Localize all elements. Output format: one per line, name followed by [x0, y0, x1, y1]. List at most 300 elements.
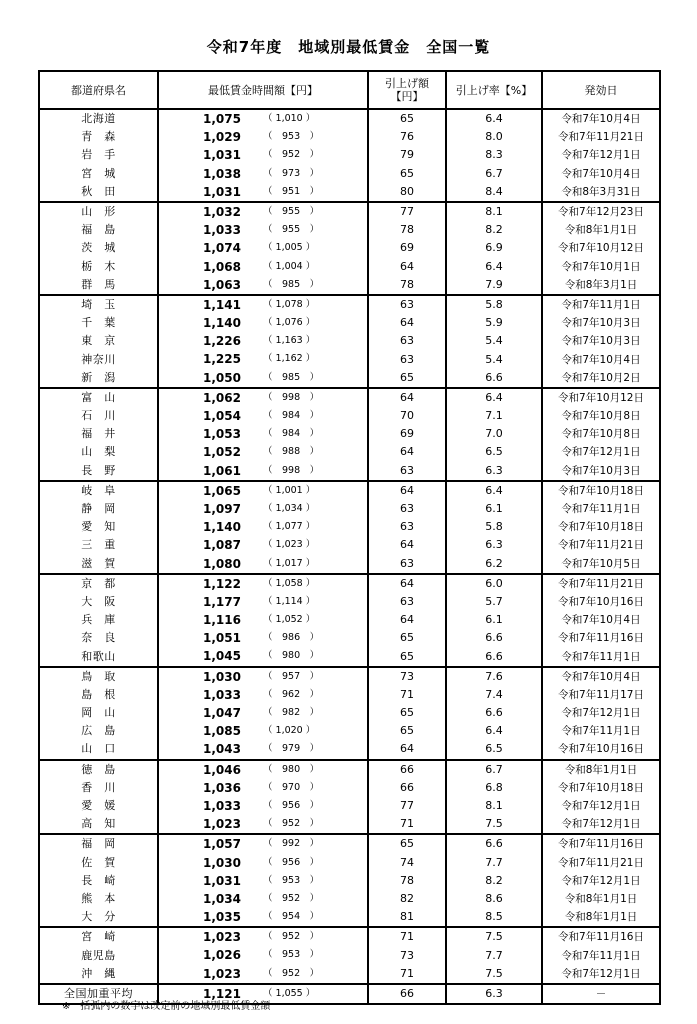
- raise-rate: 7.4: [446, 686, 542, 704]
- effective-date: 令和8年1月1日: [542, 908, 660, 927]
- current-wage: 1,050: [203, 370, 241, 385]
- current-wage: 1,054: [203, 409, 241, 423]
- prefecture-name: 新 潟: [39, 369, 158, 388]
- table-row: [39, 332, 660, 350]
- raise-rate: 6.4: [446, 722, 542, 740]
- prefecture-name: 岩 手: [39, 146, 158, 164]
- current-wage: 1,068: [203, 259, 241, 274]
- table-row: [39, 183, 660, 202]
- wage-cell: [158, 686, 368, 704]
- previous-wage: （ 1,010 ）: [263, 113, 316, 124]
- raise-rate: 7.5: [446, 927, 542, 946]
- effective-date: 令和8年1月1日: [542, 760, 660, 779]
- raise-amount: 73: [368, 946, 446, 964]
- current-wage: 1,023: [203, 930, 241, 945]
- header-prefecture: 都道府県名: [39, 71, 158, 109]
- effective-date: 令和7年10月18日: [542, 518, 660, 536]
- raise-amount: 64: [368, 443, 446, 461]
- wage-cell: [158, 518, 368, 536]
- previous-wage: （ 1,058 ）: [263, 577, 316, 589]
- prefecture-name: 滋 賀: [39, 555, 158, 574]
- current-wage: 1,033: [203, 687, 241, 702]
- prefecture-name: 沖 縄: [39, 965, 158, 984]
- raise-amount: 64: [368, 611, 446, 629]
- effective-date: 令和7年10月8日: [542, 407, 660, 425]
- table-row: [39, 854, 660, 872]
- effective-date: 令和7年12月1日: [542, 146, 660, 164]
- effective-date: 令和7年10月2日: [542, 369, 660, 388]
- previous-wage: （ 953 ）: [263, 131, 320, 143]
- previous-wage: （ 1,163 ）: [263, 335, 316, 347]
- prefecture-name: 広 島: [39, 722, 158, 740]
- raise-rate: 5.4: [446, 350, 542, 368]
- table-row: [39, 704, 660, 722]
- previous-wage: （ 998 ）: [263, 391, 320, 403]
- raise-rate: 8.3: [446, 146, 542, 164]
- wage-cell: [158, 388, 368, 407]
- effective-date: 令和7年10月3日: [542, 332, 660, 350]
- raise-rate: 7.5: [446, 965, 542, 984]
- raise-amount: 63: [368, 500, 446, 518]
- raise-amount: 64: [368, 258, 446, 276]
- header-raise-rate: 引上げ率【%】: [446, 71, 542, 109]
- table-row: [39, 202, 660, 221]
- previous-wage: （ 988 ）: [263, 446, 320, 458]
- effective-date: 令和7年10月3日: [542, 462, 660, 481]
- prefecture-name: 福 井: [39, 425, 158, 443]
- current-wage: 1,033: [203, 798, 241, 813]
- wage-cell: [158, 165, 368, 183]
- table-row: [39, 890, 660, 908]
- wage-cell: [158, 332, 368, 350]
- raise-rate: 7.9: [446, 276, 542, 295]
- previous-wage: （ 980 ）: [263, 763, 320, 775]
- prefecture-name: 神奈川: [39, 350, 158, 368]
- wage-cell: [158, 815, 368, 834]
- current-wage: 1,051: [203, 631, 241, 646]
- prefecture-name: 香 川: [39, 779, 158, 797]
- effective-date: 令和7年11月1日: [542, 295, 660, 314]
- total-raise-amount: 66: [368, 984, 446, 1004]
- raise-rate: 5.7: [446, 593, 542, 611]
- header-raise-line2: 【円】: [390, 90, 424, 103]
- current-wage: 1,046: [203, 762, 241, 777]
- effective-date: 令和7年11月21日: [542, 574, 660, 593]
- raise-amount: 76: [368, 128, 446, 146]
- wage-cell: [158, 629, 368, 647]
- wage-cell: [158, 295, 368, 314]
- current-wage: 1,177: [203, 594, 241, 609]
- previous-wage: （ 984 ）: [263, 428, 320, 440]
- prefecture-name: 鹿児島: [39, 946, 158, 964]
- previous-wage: （ 953 ）: [263, 949, 320, 961]
- current-wage: 1,032: [203, 204, 241, 219]
- previous-wage: （ 1,004 ）: [263, 260, 316, 272]
- table-row: [39, 425, 660, 443]
- effective-date: 令和7年10月4日: [542, 165, 660, 183]
- previous-wage: （ 1,162 ）: [263, 353, 316, 365]
- raise-rate: 8.1: [446, 797, 542, 815]
- raise-rate: 6.6: [446, 629, 542, 647]
- wage-cell: [158, 908, 368, 927]
- prefecture-name: 埼 玉: [39, 295, 158, 314]
- table-row: [39, 555, 660, 574]
- previous-wage: （ 970 ）: [263, 781, 320, 793]
- current-wage: 1,085: [203, 724, 241, 739]
- prefecture-name: 岡 山: [39, 704, 158, 722]
- previous-wage: （ 951 ）: [263, 185, 320, 197]
- prefecture-name: 和歌山: [39, 647, 158, 666]
- wage-cell: [158, 407, 368, 425]
- raise-rate: 6.6: [446, 704, 542, 722]
- current-wage: 1,063: [203, 277, 241, 292]
- effective-date: 令和7年10月12日: [542, 388, 660, 407]
- effective-date: 令和7年12月1日: [542, 872, 660, 890]
- previous-wage: （ 1,034 ）: [263, 502, 316, 514]
- effective-date: 令和7年10月16日: [542, 740, 660, 759]
- current-wage: 1,057: [203, 837, 241, 852]
- table-row: [39, 722, 660, 740]
- table-row: [39, 872, 660, 890]
- minimum-wage-table: [38, 70, 661, 1005]
- effective-date: 令和7年12月1日: [542, 965, 660, 984]
- current-wage: 1,122: [203, 576, 241, 591]
- previous-wage: （ 982 ）: [263, 707, 320, 718]
- effective-date: 令和7年11月16日: [542, 834, 660, 853]
- table-row: [39, 815, 660, 834]
- effective-date: 令和7年10月5日: [542, 555, 660, 574]
- wage-cell: [158, 369, 368, 388]
- prefecture-name: 京 都: [39, 574, 158, 593]
- raise-rate: 6.1: [446, 611, 542, 629]
- prefecture-name: 三 重: [39, 536, 158, 554]
- raise-rate: 5.8: [446, 295, 542, 314]
- raise-rate: 6.4: [446, 258, 542, 276]
- table-row: [39, 350, 660, 368]
- effective-date: 令和7年11月1日: [542, 946, 660, 964]
- current-wage: 1,029: [203, 130, 241, 145]
- table-row: [39, 407, 660, 425]
- raise-amount: 66: [368, 760, 446, 779]
- raise-amount: 65: [368, 109, 446, 128]
- wage-cell: [158, 890, 368, 908]
- page-title: 令和7年度 地域別最低賃金 全国一覧: [206, 38, 491, 56]
- current-wage: 1,065: [203, 483, 241, 498]
- table-row: [39, 667, 660, 686]
- previous-wage: （ 1,078 ）: [263, 298, 316, 310]
- current-wage: 1,031: [203, 873, 241, 888]
- wage-cell: [158, 536, 368, 554]
- prefecture-name: 岐 阜: [39, 481, 158, 500]
- current-wage: 1,225: [203, 352, 241, 367]
- current-wage: 1,141: [203, 297, 241, 312]
- raise-amount: 78: [368, 221, 446, 239]
- wage-cell: [158, 202, 368, 221]
- table-row: [39, 629, 660, 647]
- wage-cell: [158, 722, 368, 740]
- raise-amount: 71: [368, 927, 446, 946]
- effective-date: 令和7年10月1日: [542, 258, 660, 276]
- wage-cell: [158, 500, 368, 518]
- raise-rate: 8.1: [446, 202, 542, 221]
- raise-amount: 70: [368, 407, 446, 425]
- previous-wage: （ 973 ）: [263, 167, 320, 179]
- table-header-row: [39, 71, 660, 109]
- prefecture-name: 富 山: [39, 388, 158, 407]
- effective-date: 令和7年10月12日: [542, 239, 660, 257]
- current-wage: 1,038: [203, 166, 241, 181]
- effective-date: 令和8年3月31日: [542, 183, 660, 202]
- raise-rate: 6.3: [446, 462, 542, 481]
- table-row: [39, 443, 660, 461]
- previous-wage: （ 1,005 ）: [263, 242, 316, 254]
- effective-date: 令和7年10月4日: [542, 611, 660, 629]
- table-row: [39, 314, 660, 332]
- table-row: [39, 258, 660, 276]
- wage-cell: [158, 314, 368, 332]
- header-effective-date: 発効日: [542, 71, 660, 109]
- previous-wage: （ 1,017 ）: [263, 557, 316, 569]
- raise-rate: 7.5: [446, 815, 542, 834]
- table-row: [39, 908, 660, 927]
- wage-cell: [158, 740, 368, 759]
- wage-cell: [158, 704, 368, 722]
- wage-cell: [158, 647, 368, 666]
- wage-cell: [158, 927, 368, 946]
- effective-date: 令和7年10月18日: [542, 779, 660, 797]
- previous-wage: （ 1,114 ）: [263, 595, 316, 607]
- prefecture-name: 千 葉: [39, 314, 158, 332]
- prefecture-name: 群 馬: [39, 276, 158, 295]
- table-row: [39, 779, 660, 797]
- effective-date: 令和8年1月1日: [542, 890, 660, 908]
- prefecture-name: 北海道: [39, 109, 158, 128]
- previous-wage: （ 955 ）: [263, 205, 320, 217]
- table-row: [39, 686, 660, 704]
- raise-rate: 7.6: [446, 667, 542, 686]
- prefecture-name: 大 分: [39, 908, 158, 927]
- previous-wage: （ 1,023 ）: [263, 539, 316, 551]
- current-wage: 1,062: [203, 390, 241, 405]
- raise-rate: 8.5: [446, 908, 542, 927]
- prefecture-name: 山 形: [39, 202, 158, 221]
- prefecture-name: 徳 島: [39, 760, 158, 779]
- previous-wage: （ 985 ）: [263, 371, 320, 383]
- prefecture-name: 鳥 取: [39, 667, 158, 686]
- raise-amount: 66: [368, 779, 446, 797]
- previous-wage: （ 1,052 ）: [263, 614, 316, 626]
- current-wage: 1,140: [203, 520, 241, 535]
- raise-rate: 6.9: [446, 239, 542, 257]
- effective-date: 令和7年11月21日: [542, 128, 660, 146]
- table-row: [39, 146, 660, 164]
- wage-cell: [158, 574, 368, 593]
- wage-cell: [158, 462, 368, 481]
- wage-cell: [158, 779, 368, 797]
- raise-amount: 71: [368, 965, 446, 984]
- raise-rate: 6.2: [446, 555, 542, 574]
- header-raise-amount: [368, 71, 446, 109]
- prefecture-name: 静 岡: [39, 500, 158, 518]
- current-wage: 1,087: [203, 538, 241, 553]
- raise-rate: 8.2: [446, 221, 542, 239]
- raise-rate: 7.7: [446, 854, 542, 872]
- raise-rate: 6.7: [446, 165, 542, 183]
- wage-cell: [158, 555, 368, 574]
- effective-date: 令和7年11月1日: [542, 647, 660, 666]
- prefecture-name: 長 崎: [39, 872, 158, 890]
- effective-date: 令和7年10月16日: [542, 593, 660, 611]
- current-wage: 1,053: [203, 427, 241, 442]
- current-wage: 1,023: [203, 966, 241, 981]
- raise-amount: 64: [368, 314, 446, 332]
- wage-cell: [158, 221, 368, 239]
- prefecture-name: 熊 本: [39, 890, 158, 908]
- prefecture-name: 栃 木: [39, 258, 158, 276]
- wage-cell: [158, 183, 368, 202]
- current-wage: 1,061: [203, 463, 241, 478]
- raise-amount: 64: [368, 388, 446, 407]
- raise-amount: 65: [368, 834, 446, 853]
- raise-amount: 69: [368, 425, 446, 443]
- raise-amount: 65: [368, 647, 446, 666]
- previous-wage: （ 985 ）: [263, 278, 320, 290]
- raise-amount: 82: [368, 890, 446, 908]
- effective-date: 令和7年11月1日: [542, 722, 660, 740]
- current-wage: 1,075: [203, 112, 241, 126]
- previous-wage: （ 986 ）: [263, 632, 320, 644]
- wage-cell: [158, 872, 368, 890]
- prefecture-name: 福 島: [39, 221, 158, 239]
- raise-rate: 6.4: [446, 481, 542, 500]
- table-row: [39, 295, 660, 314]
- previous-wage: （ 957 ）: [263, 670, 320, 682]
- wage-cell: [158, 239, 368, 257]
- wage-cell: [158, 109, 368, 128]
- raise-amount: 79: [368, 146, 446, 164]
- raise-amount: 73: [368, 667, 446, 686]
- previous-wage: （ 979 ）: [263, 743, 320, 755]
- previous-wage: （ 952 ）: [263, 967, 320, 979]
- raise-amount: 63: [368, 555, 446, 574]
- raise-rate: 6.6: [446, 369, 542, 388]
- raise-rate: 6.7: [446, 760, 542, 779]
- prefecture-name: 奈 良: [39, 629, 158, 647]
- raise-rate: 6.5: [446, 443, 542, 461]
- previous-wage: （ 962 ）: [263, 688, 320, 700]
- table-row: [39, 965, 660, 984]
- raise-rate: 6.0: [446, 574, 542, 593]
- effective-date: 令和7年12月23日: [542, 202, 660, 221]
- raise-amount: 78: [368, 872, 446, 890]
- table-row: [39, 760, 660, 779]
- wage-cell: [158, 946, 368, 964]
- previous-wage: （ 954 ）: [263, 911, 320, 923]
- raise-amount: 63: [368, 462, 446, 481]
- table-row: [39, 221, 660, 239]
- table-row: [39, 165, 660, 183]
- prefecture-name: 島 根: [39, 686, 158, 704]
- effective-date: 令和7年10月18日: [542, 481, 660, 500]
- effective-date: 令和7年10月8日: [542, 425, 660, 443]
- raise-amount: 64: [368, 574, 446, 593]
- wage-cell: [158, 667, 368, 686]
- current-wage: 1,036: [203, 780, 241, 795]
- raise-amount: 65: [368, 165, 446, 183]
- prefecture-name: 大 阪: [39, 593, 158, 611]
- raise-amount: 64: [368, 536, 446, 554]
- previous-wage: （ 980 ）: [263, 650, 320, 662]
- wage-cell: [158, 443, 368, 461]
- table-row: [39, 109, 660, 128]
- effective-date: 令和7年11月21日: [542, 536, 660, 554]
- raise-rate: 7.0: [446, 425, 542, 443]
- prefecture-name: 東 京: [39, 332, 158, 350]
- effective-date: 令和7年12月1日: [542, 704, 660, 722]
- previous-wage: （ 992 ）: [263, 838, 320, 850]
- effective-date: 令和7年10月4日: [542, 667, 660, 686]
- current-wage: 1,023: [203, 817, 241, 832]
- total-wage: 1,121: [203, 986, 241, 1001]
- effective-date: 令和7年12月1日: [542, 443, 660, 461]
- raise-amount: 74: [368, 854, 446, 872]
- current-wage: 1,045: [203, 649, 241, 664]
- raise-rate: 8.4: [446, 183, 542, 202]
- table-row: [39, 128, 660, 146]
- previous-wage: （ 955 ）: [263, 224, 320, 236]
- table-row: [39, 946, 660, 964]
- raise-amount: 81: [368, 908, 446, 927]
- effective-date: 令和7年10月4日: [542, 350, 660, 368]
- prefecture-name: 山 梨: [39, 443, 158, 461]
- current-wage: 1,026: [203, 948, 241, 963]
- raise-amount: 63: [368, 350, 446, 368]
- previous-wage: （ 952 ）: [263, 931, 320, 943]
- prefecture-name: 茨 城: [39, 239, 158, 257]
- current-wage: 1,097: [203, 501, 241, 516]
- raise-amount: 65: [368, 722, 446, 740]
- table-row: [39, 593, 660, 611]
- raise-rate: 6.4: [446, 388, 542, 407]
- prefecture-name: 青 森: [39, 128, 158, 146]
- prefecture-name: 宮 城: [39, 165, 158, 183]
- effective-date: 令和7年12月1日: [542, 815, 660, 834]
- prefecture-name: 石 川: [39, 407, 158, 425]
- table-row: [39, 740, 660, 759]
- current-wage: 1,034: [203, 891, 241, 906]
- raise-amount: 63: [368, 295, 446, 314]
- raise-rate: 8.0: [446, 128, 542, 146]
- raise-amount: 71: [368, 686, 446, 704]
- wage-cell: [158, 797, 368, 815]
- current-wage: 1,080: [203, 556, 241, 571]
- header-wage: 最低賃金時間額【円】: [158, 71, 368, 109]
- current-wage: 1,031: [203, 184, 241, 199]
- current-wage: 1,047: [203, 706, 241, 720]
- wage-cell: [158, 146, 368, 164]
- wage-cell: [158, 965, 368, 984]
- prefecture-name: 福 岡: [39, 834, 158, 853]
- current-wage: 1,043: [203, 742, 241, 757]
- total-raise-rate: 6.3: [446, 984, 542, 1004]
- wage-cell: [158, 258, 368, 276]
- raise-rate: 5.4: [446, 332, 542, 350]
- raise-rate: 6.8: [446, 779, 542, 797]
- table-row: [39, 797, 660, 815]
- previous-wage: （ 1,076 ）: [263, 317, 316, 329]
- effective-date: 令和7年11月1日: [542, 500, 660, 518]
- previous-wage: （ 998 ）: [263, 464, 320, 476]
